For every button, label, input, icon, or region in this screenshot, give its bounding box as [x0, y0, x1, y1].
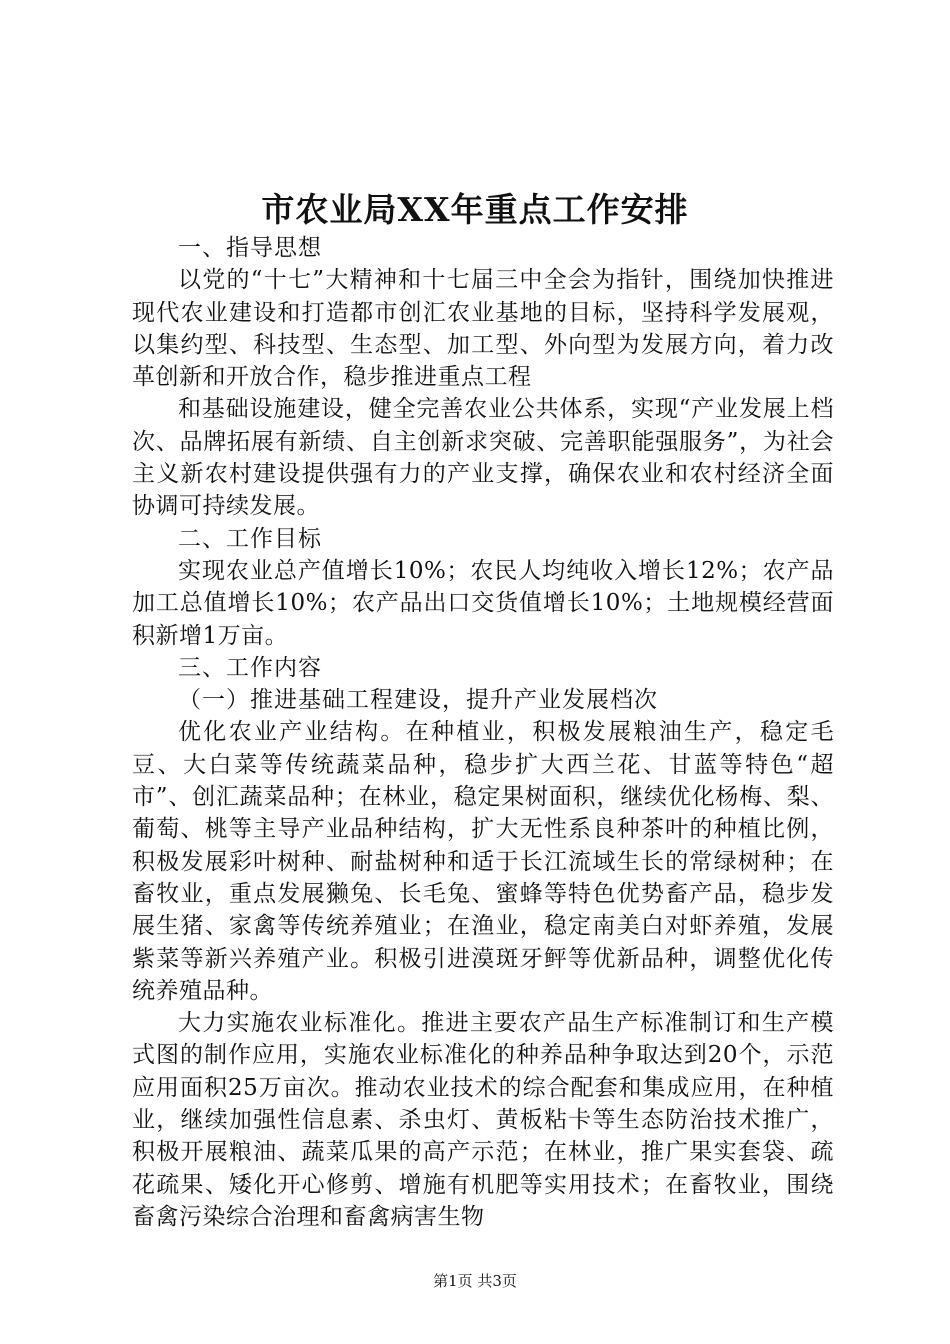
paragraph: 大力实施农业标准化。推进主要农产品生产标准制订和生产模式图的制作应用，实施农业标准化的种养品种争取达到20个，示范应用面积25万亩次。推动农业技术的综合配套和集成应用，在种植业，继续加强性信息素、杀虫灯、黄板粘卡等生态防治技术推广，积极开展粮油、蔬菜瓜果的高产示范；在林业，推广果实套袋、疏花疏果、矮化开心修剪、增施有机肥等实用技术；在畜牧业，围绕畜禽污染综合治理和畜禽病害生物: [132, 1010, 834, 1230]
paragraph: 优化农业产业结构。在种植业，积极发展粮油生产，稳定毛豆、大白菜等传统蔬菜品种，稳步扩大西兰花、甘蓝等特色“超市”、创汇蔬菜品种；在林业，稳定果树面积，继续优化杨梅、梨、葡萄、桃等主导产业品种结构，扩大无性系良种茶叶的种植比例，积极发展彩叶树种、耐盐树种和适于长江流域生长的常绿树种；在畜牧业，重点发展獭兔、长毛兔、蜜蜂等特色优势畜产品，稳步发展生猪、家禽等传统养殖业；在渔业，稳定南美白对虾养殖，发展紫菜等新兴养殖产业。积极引进漠斑牙鲆等优新品种，调整优化传统养殖品种。: [132, 719, 834, 1004]
paragraph: 实现农业总产值增长10%；农民人均纯收入增长12%；农产品加工总值增长10%；农产品出口交货值增长10%；土地规模经营面积新增1万亩。: [132, 557, 834, 649]
section-heading: 一、指导思想: [178, 235, 322, 261]
section-heading: 二、工作目标: [178, 525, 322, 552]
paragraph: 以党的“十七”大精神和十七届三中全会为指针，围绕加快推进现代农业建设和打造都市创汇农业基地的目标，坚持科学发展观，以集约型、科技型、生态型、加工型、外向型为发展方向，着力改革创新和开放合作，稳步推进重点工程: [132, 267, 834, 391]
paragraph: 和基础设施建设，健全完善农业公共体系，实现“产业发展上档次、品牌拓展有新绩、自主创新求突破、完善职能强服务”，为社会主义新农村建设提供强有力的产业支撑，确保农业和农村经济全面协调可持续发展。: [132, 396, 834, 520]
document-body: [132, 232, 834, 1233]
section-heading: 三、工作内容: [178, 654, 322, 681]
subsection-heading: （一）推进基础工程建设，提升产业发展档次: [178, 687, 658, 714]
page-indicator: 第1页 共3页: [433, 1272, 517, 1290]
document-title: 市农业局XX年重点工作安排: [261, 190, 689, 229]
